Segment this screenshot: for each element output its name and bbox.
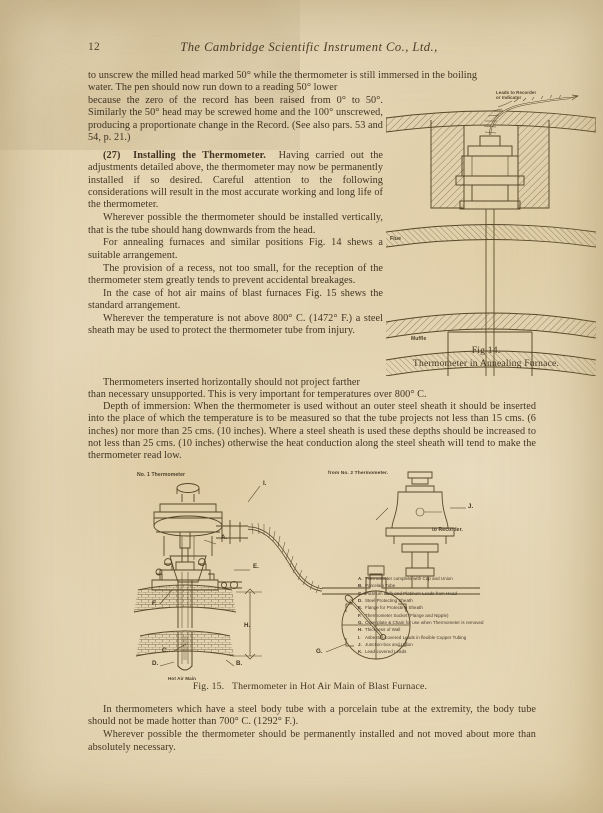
legend-item — [358, 582, 533, 589]
fig15-callout-b: B. — [236, 660, 243, 667]
paragraph-text: In the case of hot air mains of blast furnaces Fig. 15 shews the standard arrangement. — [88, 287, 383, 312]
paragraph-text: When the thermometer is used without an outer steel sheath it should be inserted into the place of which the temperature is to be measured so that the tube projects not less than 15 cms. (6 inches) nor more than 25 cms. (10 inches). Where a steel sheath is used these depths should be increased to not less than 25 cms. (10 inches) otherwise the heat conduction along the steel sheath will tend to make the thermometer read low. — [88, 401, 536, 462]
folio-number: 12 — [88, 41, 101, 53]
paragraph-text: Having carried out the adjustments detailed above, the thermometer may now be permanently installed if so desired. Careful attention to the following considerations will result in the most accurate working and long life of the thermometer. — [88, 150, 383, 211]
legend-item — [358, 641, 533, 648]
legend-key: F. — [358, 612, 362, 618]
paragraph-continuation-top — [88, 70, 536, 83]
fig15-label-no2-thermometer: from No. 2 Thermometer. — [328, 471, 389, 476]
legend-key: H. — [358, 627, 363, 633]
legend-key: B. — [358, 583, 363, 589]
legend-text: Flange for Protecting Sheath — [365, 605, 423, 611]
paragraph-horizontal-second-line — [88, 389, 536, 402]
figure-15-legend — [358, 575, 533, 656]
paragraph-text: In thermometers which have a steel body tube with a porcelain tube at the extremity, the body tube should not be made hotter than 700° C. (1292° F.). — [88, 704, 536, 728]
figure-15-caption — [150, 681, 470, 692]
paragraph-text: For annealing furnaces and similar positions Fig. 14 shews a suitable arrangement. — [88, 237, 383, 261]
legend-item — [358, 626, 533, 633]
paragraph-text — [88, 401, 536, 463]
figure-14-illustration — [386, 84, 596, 376]
narrow-column-upper — [88, 82, 383, 145]
paragraph-text: to unscrew the milled head marked 50° while the thermometer is still immersed in the boiling — [88, 70, 478, 81]
paragraph-text: Wherever the temperature is not above 800° C. (1472° F.) a steel sheath may be used to protect the thermometer tube from injury. — [88, 312, 383, 337]
fig15-label-to-recorder: to Recorder. — [432, 527, 463, 533]
fig15-callout-d: D. — [152, 660, 159, 667]
section-27-paragraph — [88, 150, 383, 212]
paragraph-text: Wherever possible the thermometer should be installed vertically, that is the tube should hang downwards from the head. — [88, 212, 383, 236]
fig15-callout-f: F. — [152, 600, 157, 607]
figure-14-caption: Thermometer in Annealing Furnace. — [412, 358, 560, 369]
fig15-callout-c: C. — [162, 647, 169, 654]
fig14-label-leads-line2: or Indicator — [496, 95, 522, 100]
paragraph-text: than necessary unsupported. This is very important for temperatures over 800° C. — [88, 389, 427, 400]
running-head: The Cambridge Scientific Instrument Co., Ltd., — [180, 40, 438, 54]
legend-text: Coverplate & Chain for use when Thermometer is removed — [365, 620, 484, 626]
fig15-callout-h: H. — [244, 622, 251, 629]
closing-paragraphs — [88, 704, 536, 754]
legend-item — [358, 590, 533, 597]
fig15-callout-j: J. — [468, 503, 474, 510]
legend-key: I. — [358, 634, 361, 640]
fig15-label-hot-air-main: Hot Air Main — [168, 676, 197, 681]
legend-text: Steel Protecting Sheath — [365, 598, 413, 604]
legend-item — [358, 597, 533, 604]
depth-lead-in: Depth of immersion: — [103, 401, 191, 412]
legend-text: Thickness of Wall — [365, 627, 401, 633]
section-title: Installing the Thermometer. — [133, 150, 266, 161]
legend-key: J. — [358, 642, 362, 648]
legend-item — [358, 612, 533, 619]
fig15-callout-g: G. — [316, 648, 323, 655]
legend-key: D. — [358, 598, 363, 604]
section-number: (27) — [103, 150, 121, 161]
fig15-callout-a: A. — [221, 534, 228, 541]
paragraph-text: because the zero of the record has been raised from 0° to 50°. Similarly the 50° head may be screwed home and the 100° unscrewed, producing a proportionate change in the Record. (See also pars. 53 and 54, p. 21.) — [88, 94, 383, 143]
legend-key: K. — [358, 649, 363, 655]
figure-15-number: Fig. 15. — [192, 681, 225, 692]
legend-item — [358, 648, 533, 655]
legend-text: Junction-box and Union — [365, 642, 413, 648]
legend-item — [358, 575, 533, 582]
legend-item — [358, 619, 533, 626]
fig15-callout-i: I. — [263, 480, 267, 487]
figure-14-number: Fig 14. — [471, 345, 501, 356]
legend-text: Lead-covered Leads — [365, 649, 407, 655]
legend-key: G. — [358, 620, 363, 626]
paragraph-horizontal-first-line — [88, 377, 388, 390]
paragraph-text: Thermometers inserted horizontally should not project farther — [103, 377, 360, 388]
fig14-label-leads-line1: Leads to Recorder — [496, 90, 537, 95]
fig15-callout-e: E. — [253, 563, 259, 570]
legend-key: E. — [358, 605, 363, 611]
legend-text: Thermometer complete with Cap and Union — [365, 576, 453, 581]
legend-text: Asbestos-covered Leads in flexible Copper Tubing — [365, 634, 467, 640]
paragraph-text: The provision of a recess, not too small, for the reception of the thermometer stem greatly tends to prevent accidental breakages. — [88, 262, 383, 286]
legend-text: Thermometer Socket (Flange and Nipple) — [365, 612, 449, 618]
paragraph-depth-of-immersion — [88, 401, 536, 463]
legend-key: A. — [358, 576, 363, 581]
legend-text: Platinum Bulb and Platinum Leads from Head — [365, 590, 457, 596]
page-header — [88, 40, 530, 57]
legend-text: Porcelain Tube — [365, 583, 396, 589]
legend-item — [358, 634, 533, 641]
paragraph-text: water. The pen should now run down to a reading 50° lower — [88, 82, 338, 93]
legend-key: C. — [358, 590, 363, 596]
figure-15-title: Thermometer in Hot Air Main of Blast Furnace. — [232, 681, 428, 692]
legend-item — [358, 604, 533, 611]
fig14-label-muffle: Muffle — [411, 336, 427, 342]
paragraph-text: Wherever possible the thermometer should be permanently installed and not moved about more than absolutely necessary. — [88, 729, 536, 753]
figure-14-drawing — [386, 84, 596, 376]
section-27-block — [88, 150, 383, 338]
fig15-label-no1-thermometer: No. 1 Thermometer — [137, 472, 186, 478]
fig14-label-flue: Flue — [390, 236, 402, 242]
